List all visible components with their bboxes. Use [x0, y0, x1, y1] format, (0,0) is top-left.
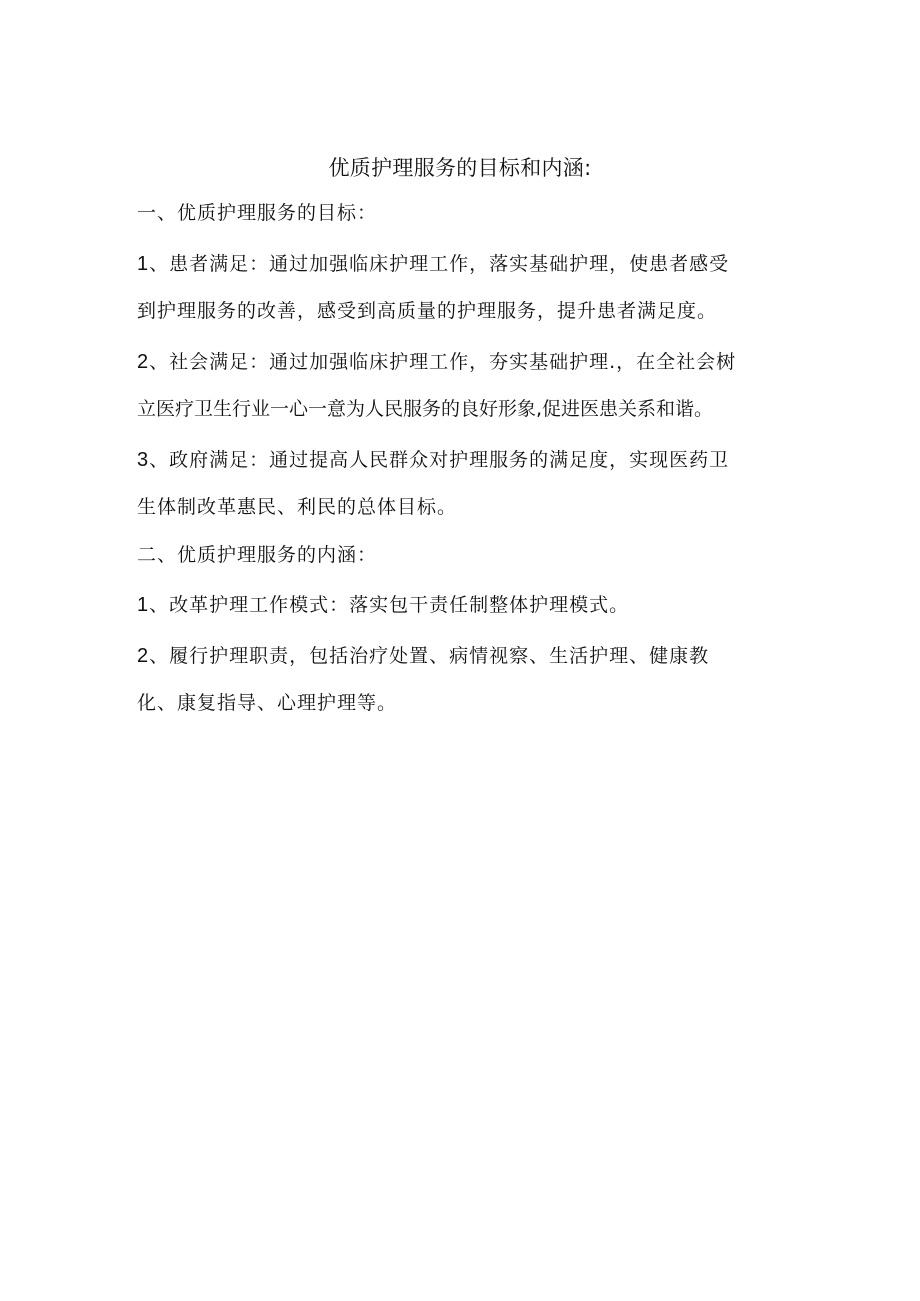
section1-item3-line2: 生体制改革惠民、利民的总体目标。 — [137, 496, 458, 518]
item-number: 1 — [137, 594, 150, 616]
item-number: 1 — [137, 253, 150, 275]
section1-heading: 一、优质护理服务的目标： — [137, 202, 378, 224]
item-text: 、改革护理工作模式：落实包干责任制整体护理模式。 — [149, 594, 630, 616]
section1-item1-line1 — [137, 249, 729, 279]
item-text: 、患者满足：通过加强临床护理工作，落实基础护理，使患者感受 — [149, 253, 730, 275]
section1-item3-line1 — [137, 445, 729, 475]
section1-item2-line2: 立医疗卫生行业一心一意为人民服务的良好形象,促进医患关系和谐。 — [137, 398, 714, 420]
item-number: 2 — [137, 351, 150, 373]
item-number: 2 — [137, 645, 150, 667]
section1-item2-line1 — [137, 347, 736, 377]
section2-item1-line1 — [137, 590, 629, 620]
section2-item2-line2: 化、康复指导、心理护理等。 — [137, 692, 398, 714]
item-number: 3 — [137, 449, 150, 471]
section2-item2-line1 — [137, 641, 709, 671]
item-text: 、社会满足：通过加强临床护理工作，夯实基础护理.，在全社会树 — [149, 351, 737, 373]
item-text: 、政府满足：通过提高人民群众对护理服务的满足度，实现医药卫 — [149, 449, 730, 471]
item-text: 、履行护理职责，包括治疗处置、病情视察、生活护理、健康教 — [149, 645, 710, 667]
document-title: 优质护理服务的目标和内涵: — [328, 156, 592, 180]
section1-item1-line2: 到护理服务的改善，感受到高质量的护理服务，提升患者满足度。 — [137, 300, 718, 322]
section2-heading: 二、优质护理服务的内涵： — [137, 544, 378, 566]
